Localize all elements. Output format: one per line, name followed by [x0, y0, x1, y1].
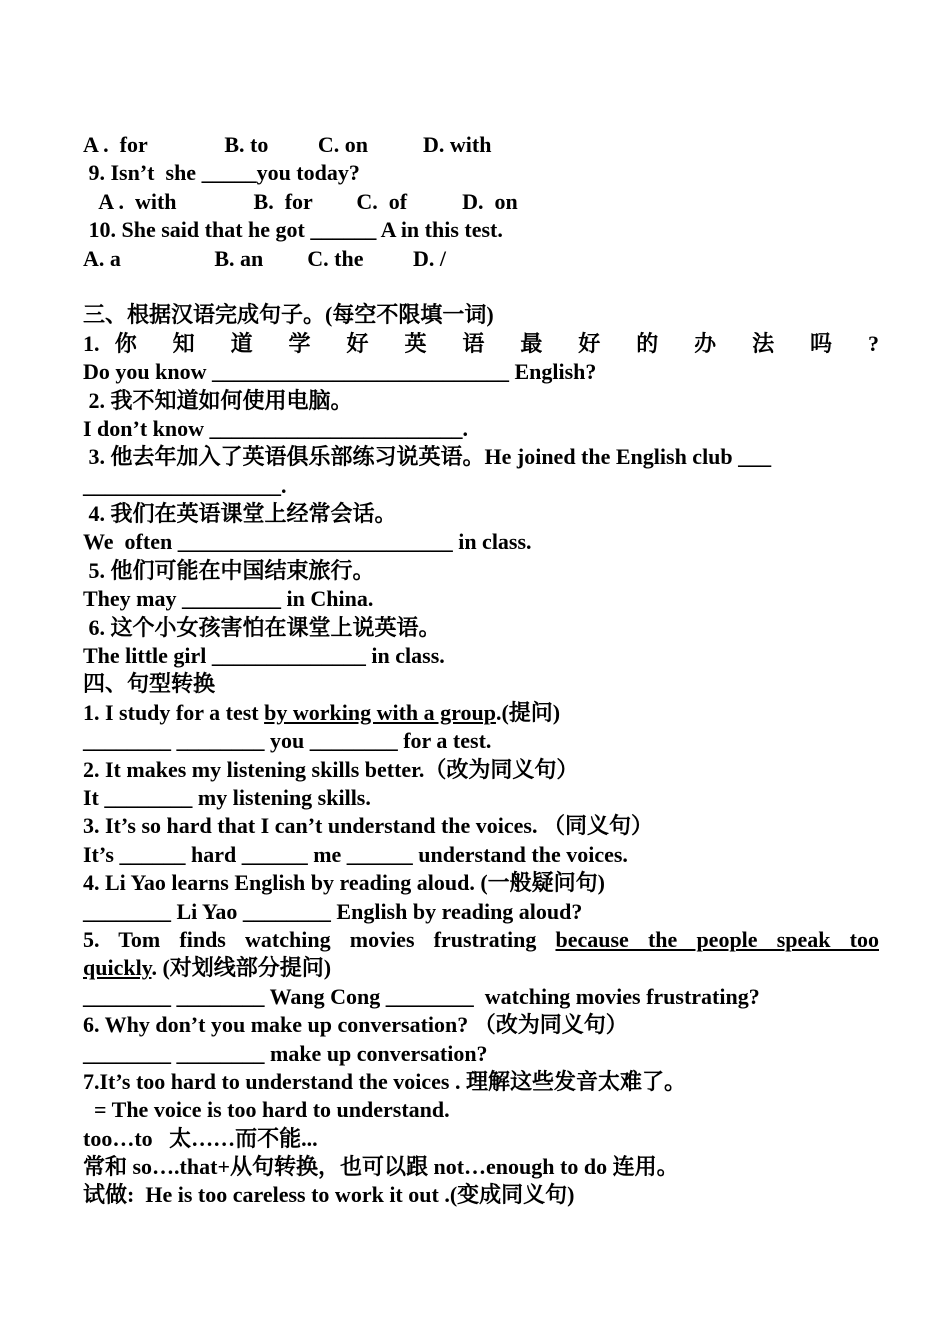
- sec4-s2: 2. It makes my listening skills better.（改为同义句）: [83, 756, 579, 782]
- section4-title: 四、句型转换: [83, 671, 216, 697]
- sec4-s6-answer: ________ ________ make up conversation?: [83, 1040, 488, 1066]
- sec3-q6-english: The little girl ______________ in class.: [83, 643, 445, 669]
- sec3-q3-chinese: 3. 他去年加入了英语俱乐部练习说英语。He joined the English club ___: [83, 444, 772, 470]
- sec4-s5-line1: [83, 926, 879, 954]
- sec4-s1-answer: ________ ________ you ________ for a test.: [83, 728, 492, 754]
- sec4-s6: 6. Why don’t you make up conversation? （改为同义句）: [83, 1012, 628, 1038]
- sec4-s5-line2: [83, 954, 879, 982]
- sec4-s3-answer: It’s ______ hard ______ me ______ understand the voices.: [83, 841, 628, 867]
- q9-options: A . with B. for C. of D. on: [83, 188, 518, 214]
- sec3-q3-english: __________________.: [83, 472, 287, 498]
- sec4-s3: 3. It’s so hard that I can’t understand the voices. （同义句）: [83, 813, 653, 839]
- sec3-q1-chinese: 1.你 知 道 学 好 英 语 最 好 的 办 法 吗 ?: [83, 330, 879, 356]
- sec4-s4: 4. Li Yao learns English by reading aloud. (一般疑问句): [83, 870, 605, 896]
- section3-title: 三、根据汉语完成句子。(每空不限填一词): [83, 302, 494, 328]
- q9-question: 9. Isn’t she _____you today?: [83, 160, 360, 186]
- note-exercise: 试做: He is too careless to work it out .(变成同义句): [83, 1182, 575, 1208]
- sec4-s5-answer: ________ ________ Wang Cong ________ watching movies frustrating?: [83, 983, 760, 1009]
- note-conversion: 常和 so….that+从句转换，也可以跟 not…enough to do 连用。: [83, 1154, 679, 1180]
- sec3-q2-chinese: 2. 我不知道如何使用电脑。: [83, 387, 353, 413]
- sec3-q4-english: We often _________________________ in class.: [83, 529, 532, 555]
- s5-prefix: 5. Tom finds watching movies frustrating: [83, 926, 556, 952]
- sec3-q4-chinese: 4. 我们在英语课堂上经常会话。: [83, 501, 397, 527]
- sec3-q5-english: They may _________ in China.: [83, 586, 374, 612]
- s1-underlined: by working with a group: [264, 699, 496, 725]
- note-too-to: too…to 太……而不能...: [83, 1125, 318, 1151]
- sec3-q5-chinese: 5. 他们可能在中国结束旅行。: [83, 557, 375, 583]
- spacer: [83, 273, 879, 301]
- sec3-q1-english: Do you know ___________________________ English?: [83, 359, 597, 385]
- q10-options: A. a B. an C. the D. /: [83, 245, 447, 271]
- sec3-q2-english: I don’t know _______________________.: [83, 415, 469, 441]
- s1-prefix: 1. I study for a test: [83, 699, 265, 725]
- q10-question: 10. She said that he got ______ A in this test.: [83, 217, 503, 243]
- s1-suffix: .(提问): [495, 699, 561, 725]
- sec4-s4-answer: ________ Li Yao ________ English by reading aloud?: [83, 898, 583, 924]
- sec3-q6-chinese: 6. 这个小女孩害怕在课堂上说英语。: [83, 614, 441, 640]
- s5-underlined-2: quickly: [83, 955, 152, 981]
- s5-underlined-1: because the people speak too: [555, 926, 879, 952]
- q8-options: A . for B. to C. on D. with: [83, 132, 492, 157]
- sec4-s1: [83, 699, 879, 727]
- sec4-s2-answer: It ________ my listening skills.: [83, 784, 371, 810]
- sec4-s7-equivalent: = The voice is too hard to understand.: [83, 1097, 450, 1123]
- s5-suffix: . (对划线部分提问): [151, 955, 332, 981]
- sec4-s7: 7.It’s too hard to understand the voices . 理解这些发音太难了。: [83, 1068, 686, 1094]
- worksheet: [83, 131, 879, 1210]
